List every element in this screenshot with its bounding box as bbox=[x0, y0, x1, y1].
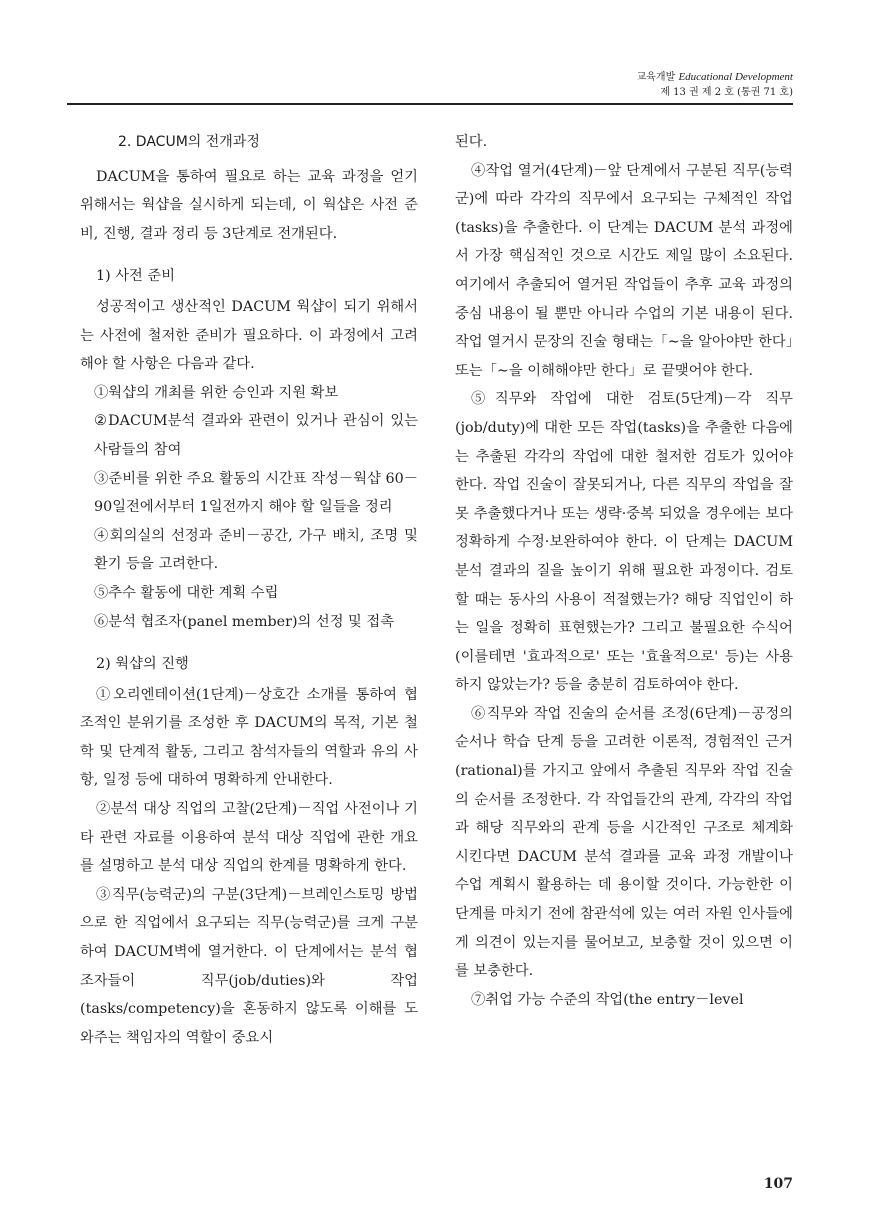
paragraph: 성공적이고 생산적인 DACUM 웍샵이 되기 위해서는 사전에 철저한 준비가 필요하다. 이 과정에서 고려해야 할 사항은 다음과 같다. bbox=[80, 298, 418, 373]
right-column bbox=[455, 128, 793, 1014]
list-item: ③준비를 위한 주요 활동의 시간표 작성－웍샵 60－90일전에서부터 1일전까지 해야 할 일들을 정리 bbox=[94, 470, 418, 516]
intro-paragraph: DACUM을 통하여 필요로 하는 교육 과정을 얻기 위해서는 웍샵을 실시하게 되는데, 이 웍샵은 사전 준비, 진행, 결과 정리 등 3단계로 전개된다. bbox=[80, 168, 418, 242]
step-paragraph: ⑦취업 가능 수준의 작업(the entry－level bbox=[471, 991, 744, 1008]
continued-text: 된다. bbox=[455, 134, 488, 150]
journal-name-ko: 교육개발 bbox=[636, 72, 676, 83]
step-paragraph: ⑥직무와 작업 진술의 순서를 조정(6단계)－공정의 순서나 학습 단계 등을 고려한 이론적, 경험적인 근거(rational)를 가지고 앞에서 추출된 직무와 작업 진술의 순서를 조정한다. 각 작업들간의 관계, 각각의 작업과 해당 직무와의 관계 등을 시간적인 구조로 체계화 시킨다면 DACUM 분석 결과를 교육 과정 개발이나 수업 계획시 활용하는 데 용이할 것이다. 가능한한 이 단계를 마치기 전에 참관석에 있는 여러 자원 인사들에게 의견이 있는지를 물어보고, 보충할 것이 있으면 이를 보충한다. bbox=[455, 705, 793, 980]
subsection-title: 1) 사전 준비 bbox=[96, 268, 176, 285]
journal-name-en: Educational Development bbox=[678, 71, 793, 83]
running-head bbox=[637, 70, 793, 100]
list-item: ④회의실의 선정과 준비－공간, 가구 배치, 조명 및 환기 등을 고려한다. bbox=[94, 527, 418, 573]
step-paragraph: ①오리엔테이션(1단계)－상호간 소개를 통하여 협조적인 분위기를 조성한 후 DACUM의 목적, 기본 철학 및 단계적 활동, 그리고 참석자들의 역할과 유의 사항, 일정 등에 대하여 명확하게 안내한다. bbox=[80, 686, 418, 789]
left-column bbox=[80, 128, 418, 1052]
page-number: 107 bbox=[763, 1176, 793, 1192]
step-paragraph: ③직무(능력군)의 구분(3단계)－브레인스토밍 방법으로 한 직업에서 요구되는 직무(능력군)를 크게 구분하여 DACUM벽에 열거한다. 이 단계에서는 분석 협조자들이 직무(job/duties)와 작업(tasks/competency)을 혼동하지 않도록 이해를 도와주는 책임자의 역할이 중요시 bbox=[80, 886, 418, 1046]
step-paragraph: ④작업 열거(4단계)－앞 단계에서 구분된 직무(능력군)에 따라 각각의 직무에서 요구되는 구체적인 작업(tasks)을 추출한다. 이 단계는 DACUM 분석 과정에서 가장 핵심적인 것으로 시간도 제일 많이 소요된다. 여기에서 추출되어 열거된 작업들이 추후 교육 과정의 중심 내용이 될 뿐만 아니라 수업의 기본 내용이 된다. 작업 열거시 문장의 진술 형태는「∼을 알아야만 한다」또는「∼을 이해해야만 한다」로 끝맺어야 한다. bbox=[455, 162, 793, 379]
list-item: ⑥분석 협조자(panel member)의 선정 및 접촉 bbox=[94, 613, 395, 630]
header-rule bbox=[67, 103, 793, 105]
list-item: ②DACUM분석 결과와 관련이 있거나 관심이 있는 사람들의 참여 bbox=[94, 413, 418, 458]
list-item: ⑤추수 활동에 대한 계획 수립 bbox=[94, 584, 279, 601]
section-title: 2. DACUM의 전개과정 bbox=[118, 134, 260, 150]
step-paragraph: ⑤직무와 작업에 대한 검토(5단계)－각 직무(job/duty)에 대한 모든 작업(tasks)을 추출한 다음에는 추출된 각각의 작업에 대한 철저한 검토가 있어야 한다. 작업 진술이 잘못되거나, 다른 직무의 작업을 잘못 추출했다거나 또는 생략·중복 되었을 경우에는 보다 정확하게 수정·보완하여야 한다. 이 단계는 DACUM 분석 결과의 질을 높이기 위해 필요한 과정이다. 검토할 때는 동사의 사용이 적절했는가? 해당 직업인이 하는 일을 정확히 표현했는가? 그리고 불필요한 수식어(이를테면 '효과적으로' 또는 '효율적으로' 등)는 사용하지 않았는가? 등을 충분히 검토하여야 한다. bbox=[455, 391, 793, 694]
subsection-title: 2) 웍샵의 진행 bbox=[96, 656, 189, 673]
step-paragraph: ②분석 대상 직업의 고찰(2단계)－직업 사전이나 기타 관련 자료를 이용하여 분석 대상 직업에 관한 개요를 설명하고 분석 대상 직업의 한계를 명확하게 한다. bbox=[80, 801, 418, 875]
list-item: ①웍샵의 개최를 위한 승인과 지원 확보 bbox=[94, 384, 339, 401]
volume-info: 제 13 권 제 2 호 (통권 71 호) bbox=[660, 87, 793, 98]
